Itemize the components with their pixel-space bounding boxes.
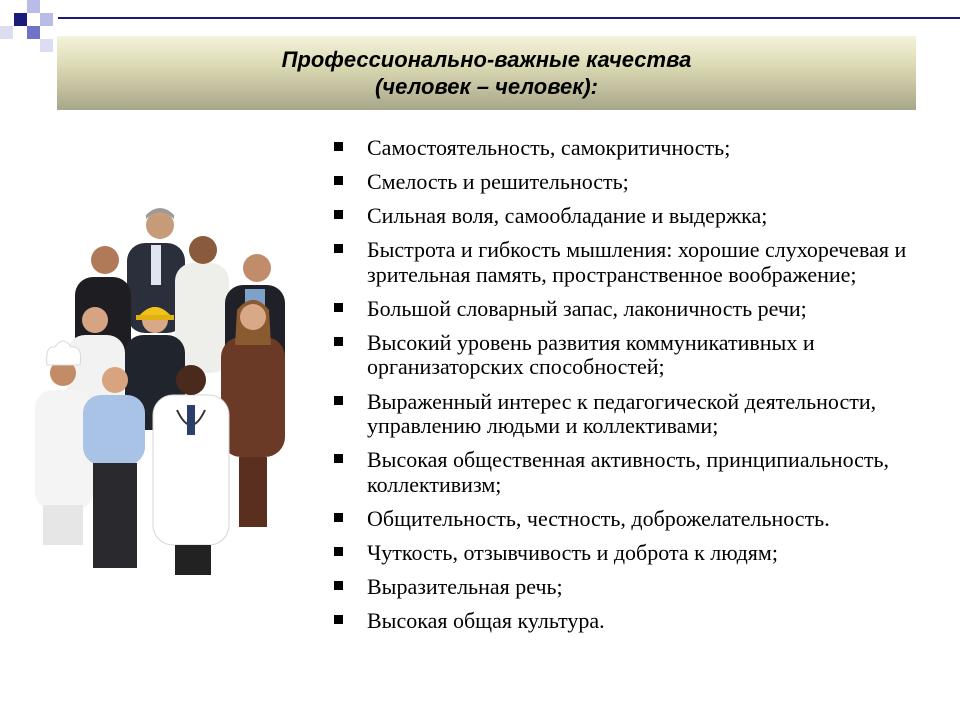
square-bullet-icon <box>334 337 343 346</box>
list-item <box>334 541 944 566</box>
corner-square-navy <box>14 13 27 26</box>
list-item-text: Сильная воля, самообладание и выдержка; <box>367 203 768 229</box>
person-doctor <box>153 365 229 575</box>
square-bullet-icon <box>334 513 343 522</box>
square-bullet-icon <box>334 244 343 253</box>
group-of-professionals-illustration <box>25 205 315 590</box>
list-item-text: Высокий уровень развития коммуникативных и организаторских способностей; <box>367 329 815 380</box>
square-bullet-icon <box>334 396 343 405</box>
square-bullet-icon <box>334 547 343 556</box>
list-item <box>334 204 944 229</box>
corner-square-pale <box>0 26 13 39</box>
list-item <box>334 297 944 322</box>
list-item-text: Общительность, честность, доброжелательность. <box>367 505 830 531</box>
list-item-text: Самостоятельность, самокритичность; <box>367 135 731 160</box>
list-item <box>334 609 944 634</box>
list-item <box>334 136 944 161</box>
square-bullet-icon <box>334 176 343 185</box>
corner-square-light <box>40 13 53 26</box>
list-item <box>334 331 944 380</box>
list-item-text: Выраженный интерес к педагогической деятельности, управлению людьми и коллективами; <box>367 388 877 439</box>
square-bullet-icon <box>334 615 343 624</box>
square-bullet-icon <box>334 581 343 590</box>
list-item-text: Быстрота и гибкость мышления: хорошие слухоречевая и зрительная память, пространственное воображение; <box>367 237 907 287</box>
qualities-list <box>334 136 944 643</box>
list-item-text: Высокая общественная активность, принципиальность, коллективизм; <box>367 447 890 497</box>
list-item <box>334 507 944 532</box>
list-item-text: Смелость и решительность; <box>367 169 629 195</box>
square-bullet-icon <box>334 210 343 219</box>
list-item <box>334 575 944 600</box>
square-bullet-icon <box>334 454 343 463</box>
corner-square-light <box>27 0 40 13</box>
list-item <box>334 448 944 497</box>
corner-square-pale <box>40 39 53 52</box>
slide-title-banner <box>57 36 916 110</box>
slide-title-line-1: Профессионально-важные качества <box>281 47 692 72</box>
header-rule <box>58 17 960 19</box>
corner-square-blue <box>27 26 40 39</box>
list-item-text: Высокая общая культура. <box>367 608 605 634</box>
list-item-text: Большой словарный запас, лаконичность речи; <box>367 295 807 321</box>
square-bullet-icon <box>334 303 343 312</box>
square-bullet-icon <box>334 142 343 151</box>
list-item-text: Чуткость, отзывчивость и доброта к людям; <box>367 539 778 565</box>
list-item <box>334 390 944 439</box>
slide-title-line-2: (человек – человек): <box>374 74 599 99</box>
list-item-text: Выразительная речь; <box>367 573 563 599</box>
list-item <box>334 238 944 287</box>
list-item <box>334 170 944 195</box>
